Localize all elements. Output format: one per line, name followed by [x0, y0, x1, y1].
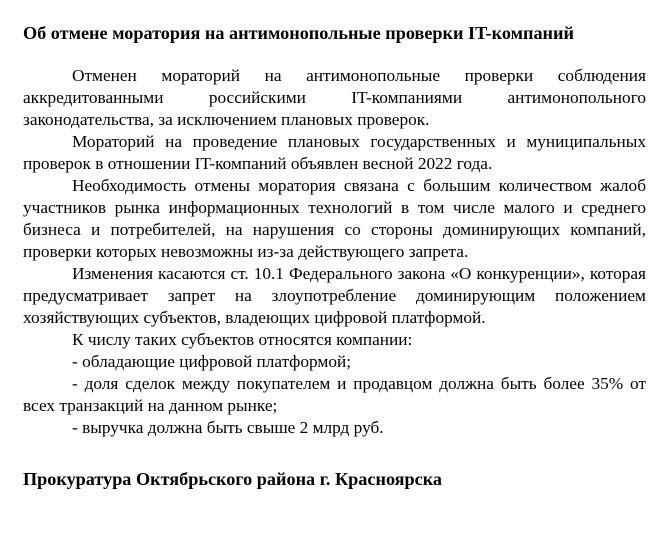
paragraph-4: Изменения касаются ст. 10.1 Федерального закона «О конкуренции», которая предусматривает запрет на злоупотребление доминирующим положением хозяйствующих субъектов, владеющих цифровой платформой. — [23, 264, 646, 327]
document-body — [23, 65, 646, 439]
list-item-1: - обладающие цифровой платформой; — [72, 352, 352, 371]
list-item-2: - доля сделок между покупателем и продавцом должна быть более 35% от всех транзакций на данном рынке; — [23, 374, 646, 415]
paragraph-1: Отменен мораторий на антимонопольные проверки соблюдения аккредитованными российскими IT-компаниями антимонопольного законодательства, за исключением плановых проверок. — [23, 66, 646, 129]
paragraph-3: Необходимость отмены моратория связана с большим количеством жалоб участников рынка информационных технологий в том числе малого и среднего бизнеса и потребителей, на нарушения со стороны доминирующих компаний, проверки которых невозможны из-за действующего запрета. — [23, 176, 646, 261]
list-intro: К числу таких субъектов относятся компании: — [72, 330, 413, 349]
paragraph-2: Мораторий на проведение плановых государственных и муниципальных проверок в отношении IT-компаний объявлен весной 2022 года. — [23, 132, 646, 173]
document-title: Об отмене моратория на антимонопольные проверки IT-компаний — [23, 23, 574, 43]
signature: Прокуратура Октябрьского района г. Красноярска — [23, 469, 443, 489]
list-item-3: - выручка должна быть свыше 2 млрд руб. — [72, 418, 384, 437]
